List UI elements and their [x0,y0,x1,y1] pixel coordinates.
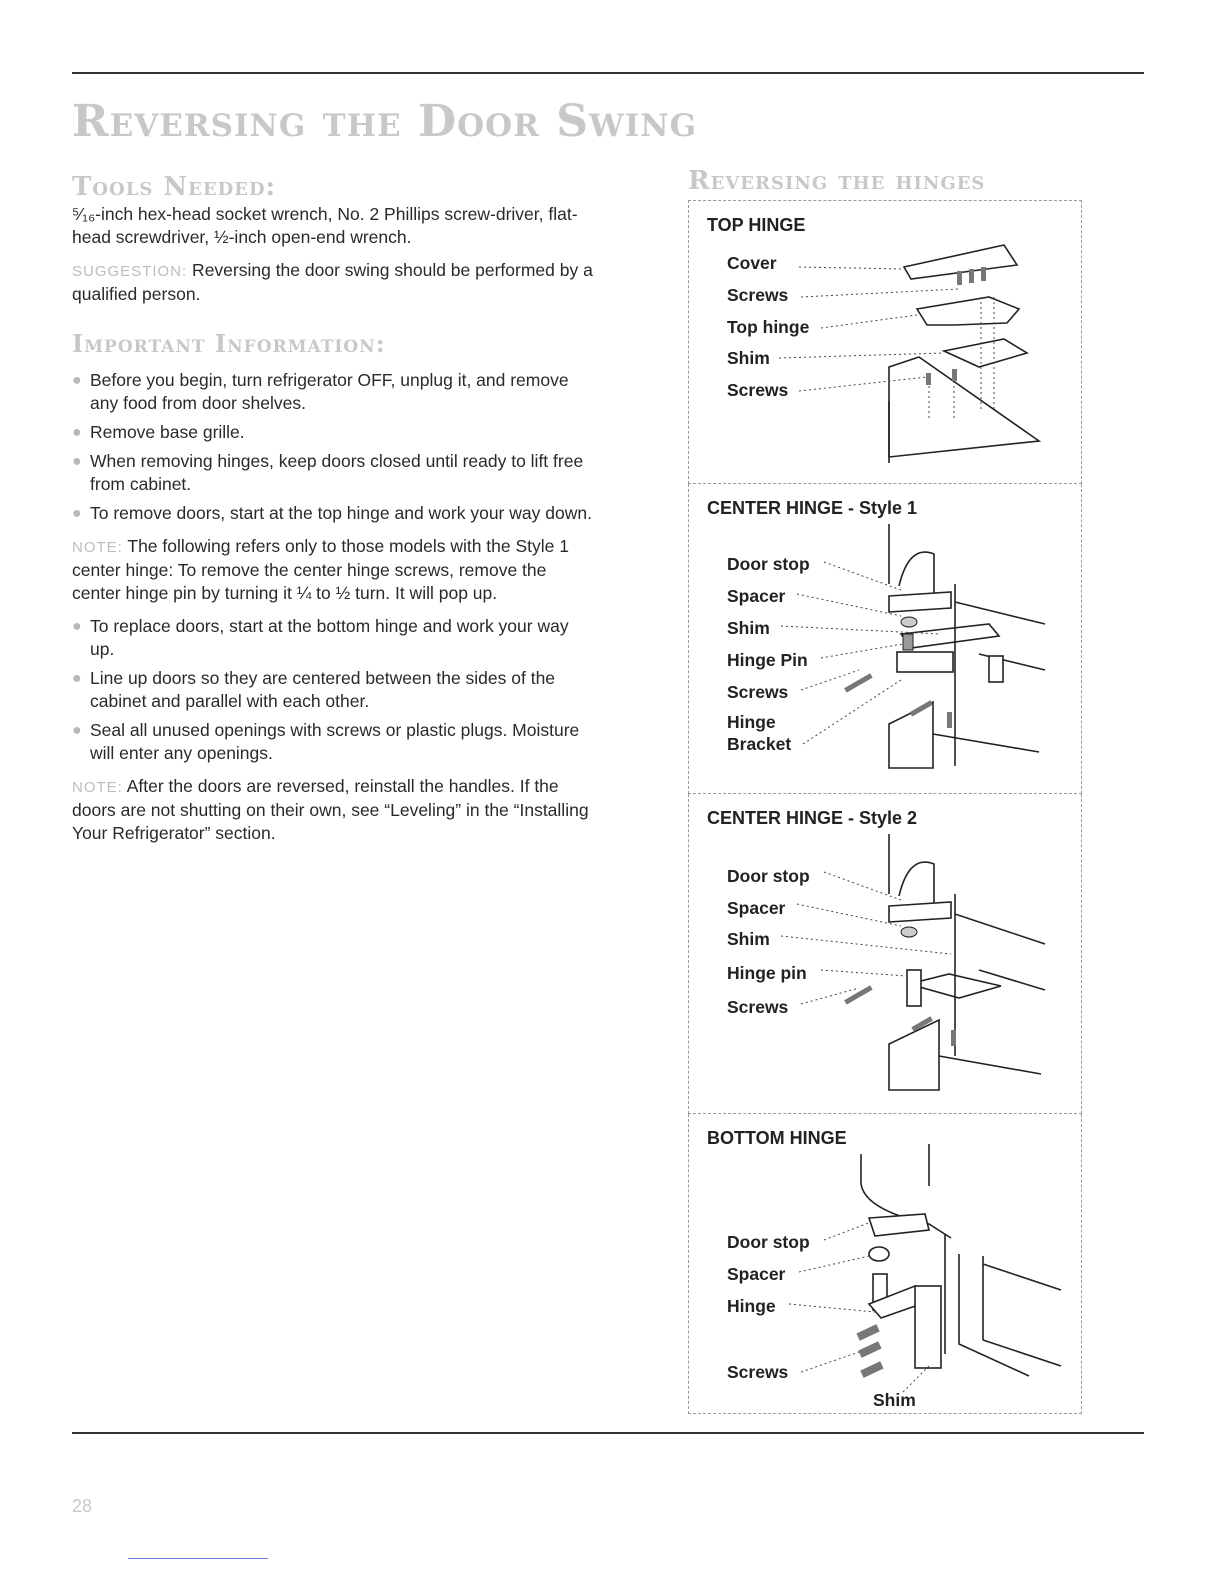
hinge-diagrams [688,200,1082,1414]
center-hinge-1-panel [688,484,1082,794]
center-hinge-1-title: CENTER HINGE - Style 1 [707,498,918,518]
note-2 [72,775,597,845]
label-spacer: Spacer [727,586,786,606]
bottom-hinge-title: BOTTOM HINGE [707,1128,847,1148]
page-number: 28 [72,1496,93,1516]
label-shim: Shim [727,618,770,638]
label-top-hinge: Top hinge [727,317,810,337]
bullet-item: ● Before you begin, turn refrigerator OFF, unplug it, and remove any food from door shelves. [72,370,569,413]
label-spacer: Spacer [727,1264,786,1284]
label-shim: Shim [727,929,770,949]
bottom-rule [72,1432,1144,1434]
note-text: After the doors are reversed, reinstall the handles. If the doors are not shutting on their own, see “Leveling” in the “Installing Your Refrigerator” section. [72,776,589,843]
label-hinge-pin: Hinge Pin [727,650,808,670]
note-text: The following refers only to those models with the Style 1 center hinge: To remove the center hinge screws, remove the center hinge pin by turning it ¼ to ½ turn. It will pop up. [72,536,569,603]
bullet-icon: ● [72,722,82,739]
bullet-icon: ● [72,505,82,522]
label-screws: Screws [727,380,789,400]
bullet-item: ● When removing hinges, keep doors closed until ready to lift free from cabinet. [72,451,584,494]
label-screws: Screws [727,1362,789,1382]
top-rule [72,72,1144,74]
bullet-icon: ● [72,618,82,635]
note-1 [72,535,597,605]
label-bracket: Bracket [727,734,792,754]
label-cover: Cover [727,253,777,273]
suggestion-text: Reversing the door swing should be performed by a qualified person. [72,260,593,304]
label-shim: Shim [727,348,770,368]
important-heading: Important Information: [72,329,386,358]
tools-text: ⁵⁄₁₆-inch hex-head socket wrench, No. 2 Phillips screw-driver, flat-head screwdriver, ½-inch open-end wrench. [72,204,578,247]
label-screws: Screws [727,682,789,702]
top-hinge-panel [688,200,1082,484]
center-hinge-2-title: CENTER HINGE - Style 2 [707,808,918,828]
bullet-item: ● Line up doors so they are centered between the sides of the cabinet and parallel with each other. [72,668,556,711]
suggestion-label: SUGGESTION: [72,263,188,280]
bullet-item: ● Remove base grille. [72,422,245,442]
bottom-hinge-panel [688,1114,1082,1414]
bullet-item: ● To remove doors, start at the top hinge and work your way down. [72,503,592,523]
suggestion [72,259,597,306]
bullet-item: ● Seal all unused openings with screws or plastic plugs. Moisture will enter any openings. [72,720,580,763]
top-hinge-title: TOP HINGE [707,215,806,235]
tools-heading: Tools Needed: [72,172,277,202]
label-hinge: Hinge [727,712,776,732]
hinges-heading: Reversing the hinges [688,166,986,196]
label-screws: Screws [727,285,789,305]
label-door-stop: Door stop [727,866,810,886]
label-door-stop: Door stop [727,1232,810,1252]
label-door-stop: Door stop [727,554,810,574]
note-label: NOTE: [72,779,123,796]
center-hinge-2-diagram [689,794,1083,1114]
bullet-icon: ● [72,670,82,687]
footer-line [128,1558,268,1559]
label-shim: Shim [873,1390,916,1410]
note-label: NOTE: [72,539,123,556]
bullet-item: ● To replace doors, start at the bottom hinge and work your way up. [72,616,569,659]
label-hinge-pin: Hinge pin [727,963,807,983]
center-hinge-2-panel [688,794,1082,1114]
page-title: Reversing the Door Swing [72,96,698,147]
label-screws: Screws [727,997,789,1017]
instructions-column [72,172,597,855]
label-spacer: Spacer [727,898,786,918]
bullet-icon: ● [72,453,82,470]
label-hinge: Hinge [727,1296,776,1316]
top-hinge-diagram [689,201,1083,485]
bullet-icon: ● [72,372,82,389]
bullet-icon: ● [72,424,82,441]
